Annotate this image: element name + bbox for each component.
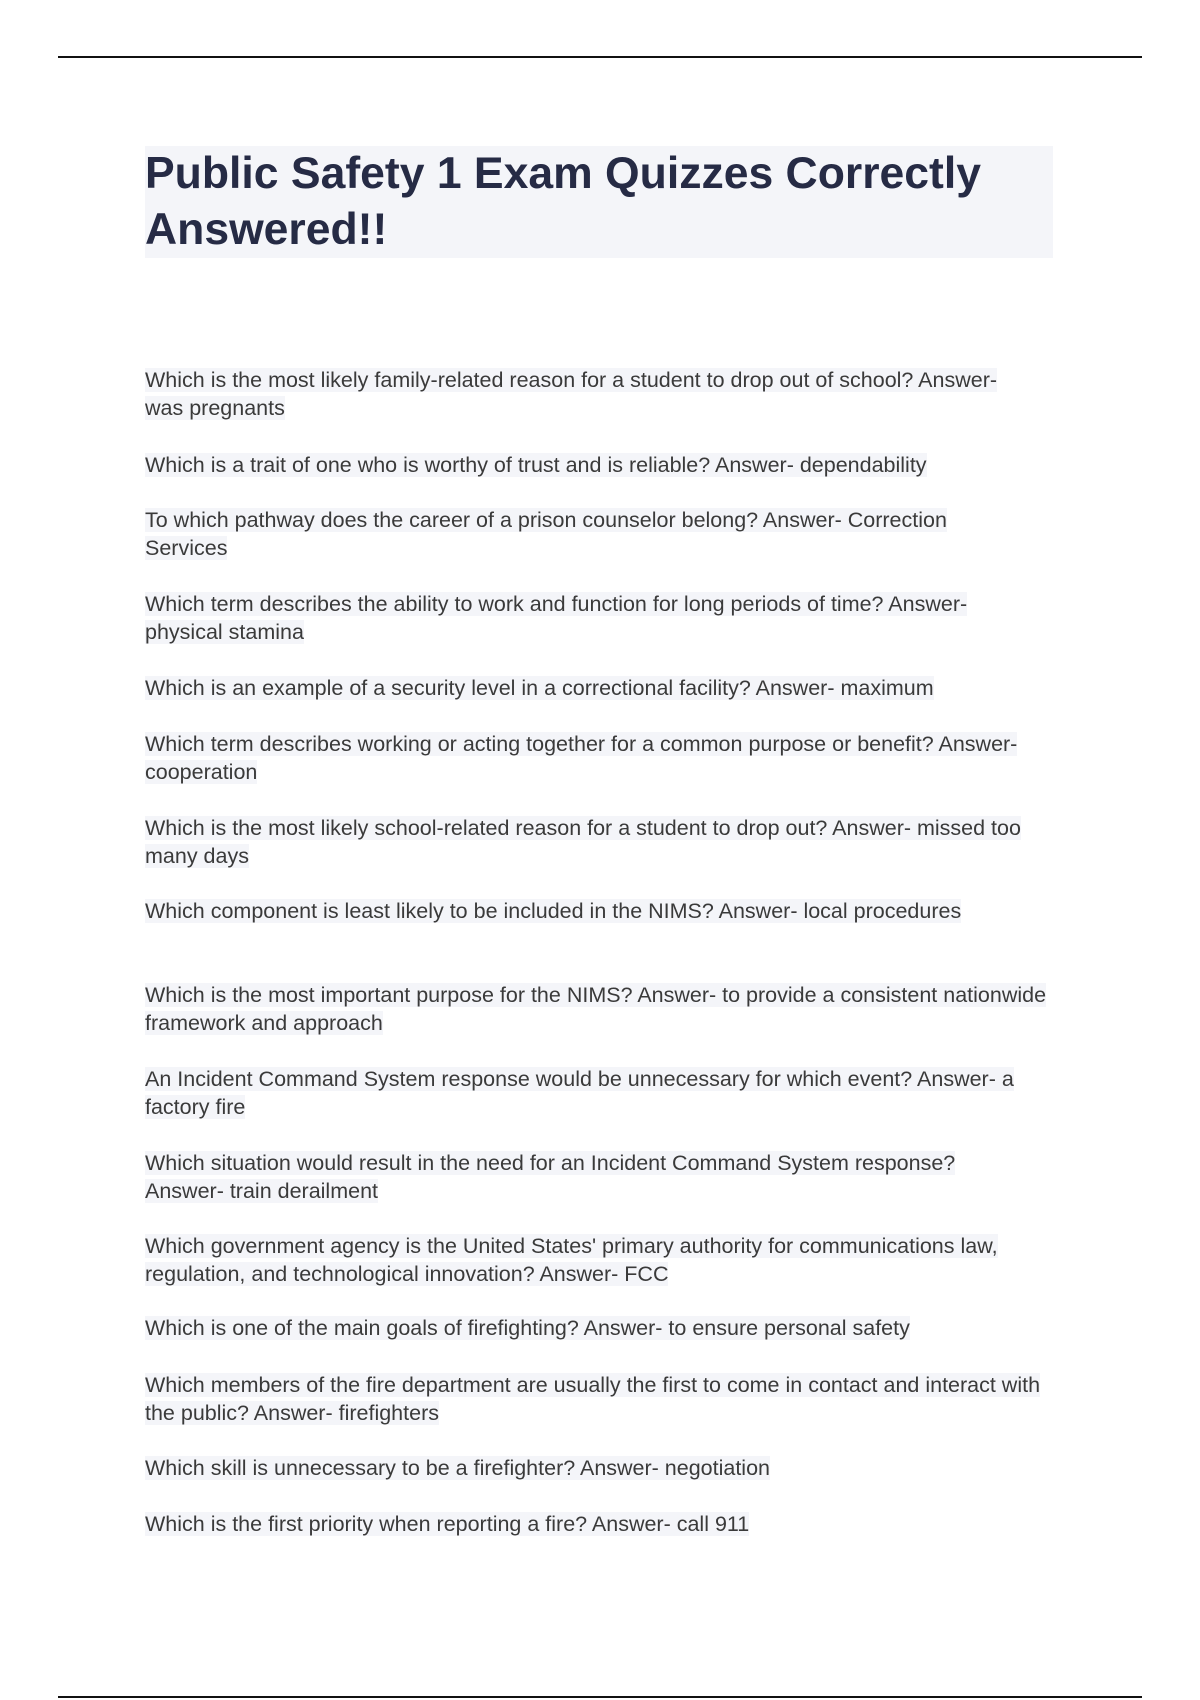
qa-item: Which term describes working or acting together for a common purpose or benefit? Answer- cooperation (145, 732, 1018, 784)
qa-item: Which is one of the main goals of firefighting? Answer- to ensure personal safety (145, 1316, 910, 1340)
bottom-rule (58, 1696, 1142, 1698)
qa-item: Which skill is unnecessary to be a firefighter? Answer- negotiation (145, 1456, 771, 1480)
qa-item: Which government agency is the United States' primary authority for communications law, regulation, and technological innovation? Answer- FCC (145, 1234, 998, 1286)
qa-item: Which term describes the ability to work and function for long periods of time? Answer- physical stamina (145, 592, 968, 644)
qa-item: Which component is least likely to be included in the NIMS? Answer- local procedures (145, 899, 962, 923)
qa-item: Which situation would result in the need for an Incident Command System response? Answer- train derailment (145, 1151, 956, 1203)
qa-item: Which is an example of a security level in a correctional facility? Answer- maximum (145, 676, 934, 700)
qa-item: Which members of the fire department are usually the first to come in contact and interact with the public? Answer- firefighters (145, 1373, 1041, 1425)
qa-item: Which is the most likely family-related reason for a student to drop out of school? Answer- was pregnants (145, 368, 998, 420)
qa-item: To which pathway does the career of a prison counselor belong? Answer- Correction Services (145, 508, 947, 560)
qa-item: Which is the most likely school-related reason for a student to drop out? Answer- missed too many days (145, 816, 1021, 868)
qa-item: An Incident Command System response would be unnecessary for which event? Answer- a factory fire (145, 1067, 1014, 1119)
qa-item: Which is the first priority when reporting a fire? Answer- call 911 (145, 1512, 750, 1536)
top-rule (58, 56, 1142, 58)
qa-item: Which is a trait of one who is worthy of trust and is reliable? Answer- dependability (145, 453, 927, 477)
document-title: Public Safety 1 Exam Quizzes Correctly Answered!! (145, 146, 1053, 258)
qa-item: Which is the most important purpose for the NIMS? Answer- to provide a consistent nationwide framework and approach (145, 983, 1047, 1035)
